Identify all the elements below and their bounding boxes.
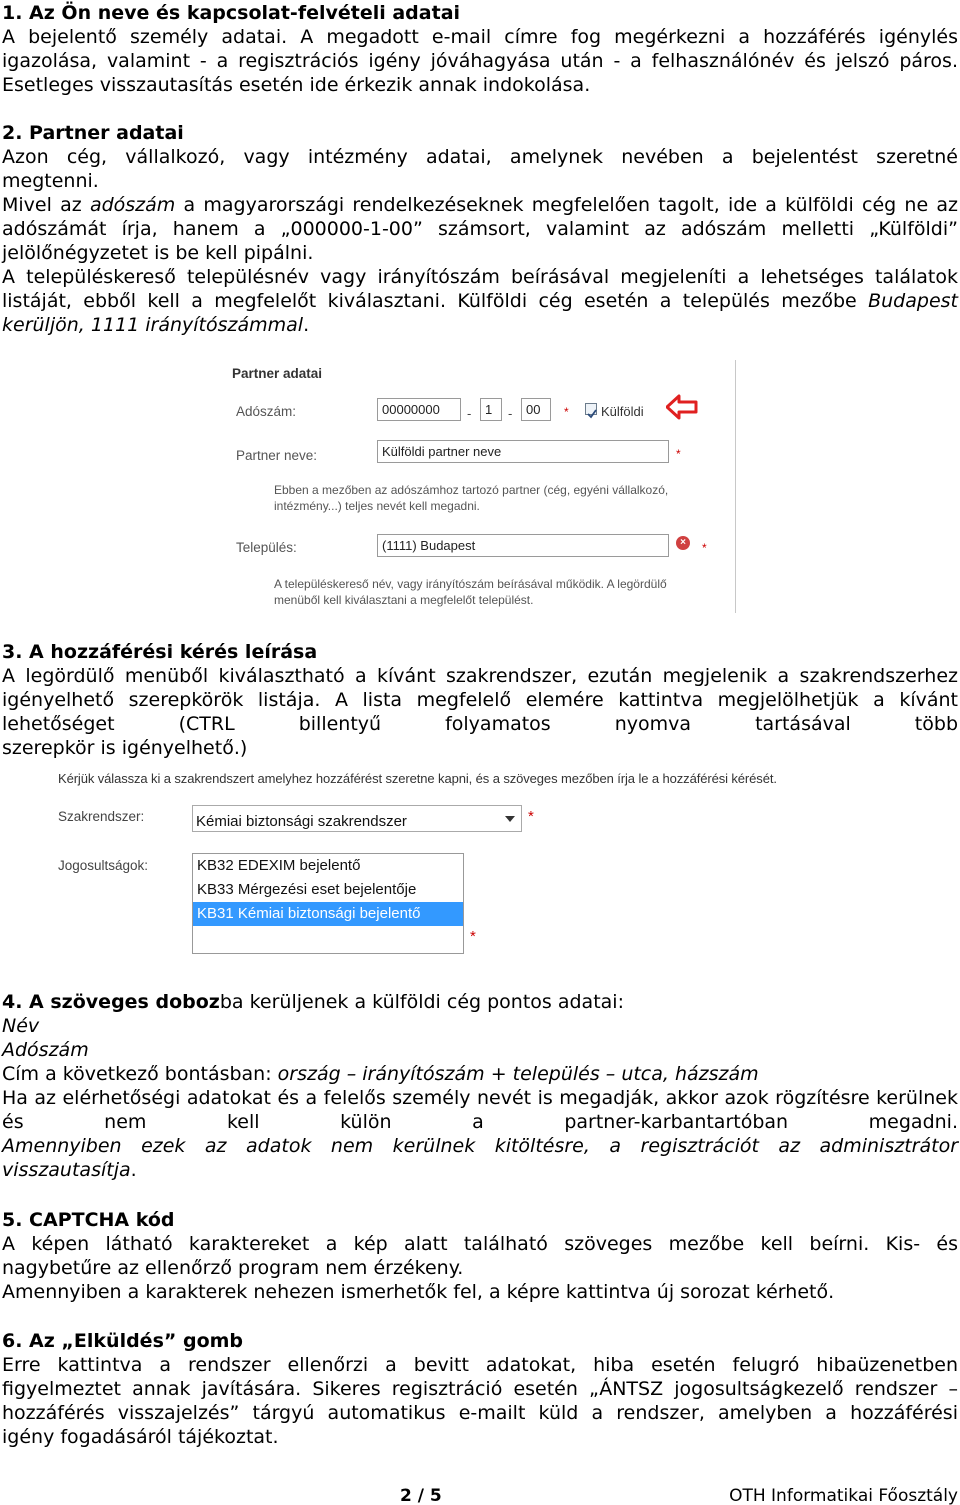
telepules-label: Település: xyxy=(236,540,297,555)
text-run: . xyxy=(303,314,310,336)
footer-divider xyxy=(2,1478,958,1479)
rejection-emphasis: Amennyiben ezek az adatok nem kerülnek kitöltésre, a regisztrációt az adminisztrátor visszautasítja xyxy=(2,1135,958,1181)
section-3-title: 3. A hozzáférési kérés leírása xyxy=(2,641,318,663)
dash: - xyxy=(467,406,472,421)
section-1-title: 1. Az Ön neve és kapcsolat-felvételi adatai xyxy=(2,2,461,24)
section-2-paragraph-1b: megtenni. xyxy=(2,170,99,192)
section-2-paragraph-3 xyxy=(2,265,958,337)
check-icon xyxy=(586,408,598,420)
title-rest: ba kerüljenek a külföldi cég pontos adatai: xyxy=(219,991,624,1013)
section-3 xyxy=(2,640,958,760)
telepules-input[interactable]: (1111) Budapest xyxy=(377,534,669,557)
section-1 xyxy=(2,1,958,97)
section-6-title: 6. Az „Elküldés” gomb xyxy=(2,1330,244,1352)
cim-line xyxy=(2,1062,958,1086)
telepules-hint-2: menüből kell kiválasztani a megfelelőt települést. xyxy=(274,593,534,607)
adoszam-emphasis: adószám xyxy=(89,194,176,216)
required-star: * xyxy=(470,928,476,945)
adoszam-input-1[interactable]: 00000000 xyxy=(377,398,461,421)
partner-form-screenshot xyxy=(230,360,738,613)
adoszam-label: Adószám: xyxy=(236,404,297,419)
clear-icon[interactable]: × xyxy=(676,536,690,550)
text-run: Mivel az xyxy=(2,194,90,216)
required-star: * xyxy=(702,541,707,555)
partner-form-title: Partner adatai xyxy=(232,366,323,381)
listbox-option-selected[interactable]: KB31 Kémiai biztonsági bejelentő xyxy=(193,902,463,926)
nev-line: Név xyxy=(2,1015,40,1037)
footer-org: OTH Informatikai Főosztály xyxy=(729,1486,958,1505)
required-star: * xyxy=(676,447,681,461)
section-4-paragraph-a: Ha az elérhetőségi adatokat és a felelős személy nevét is megadják, akkor azok rögzítésre kerülnek és nem kell külön a partner-karbantartóban megadni. xyxy=(2,1087,958,1133)
text-run: a magyarországi rendelkezéseknek megfelelően tagolt, ide a külföldi cég ne az adószámát írja, hanem a „000000-1-00” számsort, valamint az adószám melletti „Külföldi” jelölőnégyzetet is be kell pipálni. xyxy=(2,194,958,264)
section-2 xyxy=(2,121,958,337)
access-request-screenshot xyxy=(54,765,902,957)
listbox-option[interactable]: KB33 Mérgezési eset bejelentője xyxy=(197,881,417,898)
adoszam-input-2[interactable]: 1 xyxy=(480,398,502,421)
section-1-paragraph-1: A bejelentő személy adatai. A megadott e-mail címre fog megérkezni a hozzáférés igénylés igazolása, valamint - a regisztrációs igény jóváhagyása után - a felhasználónév és jelszó páros. xyxy=(2,26,958,72)
section-5-title: 5. CAPTCHA kód xyxy=(2,1209,175,1231)
szakrendszer-value: Kémiai biztonsági szakrendszer xyxy=(196,813,407,830)
required-star: * xyxy=(528,808,534,825)
jogosultsag-listbox[interactable] xyxy=(192,853,464,954)
partner-name-input[interactable]: Külföldi partner neve xyxy=(377,440,669,463)
section-6 xyxy=(2,1329,958,1449)
text-run: . xyxy=(130,1159,137,1181)
text-run: Cím a következő bontásban: xyxy=(2,1063,278,1085)
telepules-hint-1: A településkereső név, vagy irányítószám beírásával működik. A legördülő xyxy=(274,577,667,591)
section-6-paragraph: Erre kattintva a rendszer ellenőrzi a bevitt adatokat, hiba esetén felugró hibaüzenetben figyelmeztet annak javítására. Sikeres regisztráció esetén „ÁNTSZ jogosultságkezelő rendszer – hozzáférés visszajelzés” tárgyú automatikus e-mailt küld a rendszer, amelyben a hozzáférési xyxy=(2,1354,958,1424)
partner-name-hint-1: Ebben a mezőben az adószámhoz tartozó partner (cég, egyéni vállalkozó, xyxy=(274,483,669,497)
partner-name-label: Partner neve: xyxy=(236,448,318,463)
section-3-paragraph: A legördülő menüből kiválasztható a kívánt szakrendszer, ezután megjelenik a szakrendszerhez igényelhető szerepkörök listája. A lista megfelelő elemére kattintva megjelölhetjük a kívánt lehetőséget (CTRL billentyű folyamatos nyomva tartásával több xyxy=(2,665,958,735)
left-arrow-icon xyxy=(666,394,698,420)
section-5-paragraph-2: Amennyiben a karakterek nehezen ismerhetők fel, a képre kattintva új sorozat kérhető. xyxy=(2,1281,835,1303)
section-2-paragraph-1a: Azon cég, vállalkozó, vagy intézmény adatai, amelynek nevében a bejelentést szeretné xyxy=(2,146,958,168)
required-star: * xyxy=(564,405,569,419)
adoszam-input-3[interactable]: 00 xyxy=(521,398,551,421)
partner-name-hint-2: intézmény...) teljes nevét kell megadni. xyxy=(274,499,480,513)
szakrendszer-label: Szakrendszer: xyxy=(58,809,145,824)
adoszam-line: Adószám xyxy=(2,1039,89,1061)
chevron-down-icon xyxy=(505,816,515,822)
dash: - xyxy=(508,406,513,421)
text-run: A településkereső településnév vagy irányítószám beírásával megjeleníti a lehetséges találatok listáját, ebből kell a megfelelőt kiválasztani. Külföldi cég esetén a település mezőbe xyxy=(2,266,958,312)
kulfoldi-checkbox[interactable] xyxy=(585,403,597,415)
section-5 xyxy=(2,1208,958,1304)
section-4 xyxy=(2,990,958,1182)
cim-format: ország – irányítószám + település – utca, házszám xyxy=(277,1063,759,1085)
jogosultsag-label: Jogosultságok: xyxy=(58,858,149,873)
section-3-paragraph-last: szerepkör is igényelhető.) xyxy=(2,737,248,759)
section-5-paragraph-1-last: nagybetűre az ellenőrző program nem érzékeny. xyxy=(2,1257,464,1279)
listbox-option[interactable]: KB32 EDEXIM bejelentő xyxy=(197,857,361,874)
section-4-paragraph-b xyxy=(2,1134,958,1182)
section-4-title xyxy=(2,990,958,1014)
szakrendszer-select[interactable] xyxy=(192,805,522,832)
divider xyxy=(735,360,736,613)
budapest-emphasis: Budapest kerüljön, 1111 irányítószámmal xyxy=(2,290,958,336)
kulfoldi-label: Külföldi xyxy=(601,404,644,419)
section-2-paragraph-2 xyxy=(2,193,958,265)
section-6-paragraph-last: igény fogadásáról tájékoztat. xyxy=(2,1426,279,1448)
page-number: 2 / 5 xyxy=(400,1486,442,1505)
title-bold: 4. A szöveges doboz xyxy=(2,991,220,1013)
access-request-intro: Kérjük válassza ki a szakrendszert amelyhez hozzáférést szeretne kapni, és a szöveges mezőben írja le a hozzáférési kérését. xyxy=(58,771,777,786)
section-2-title: 2. Partner adatai xyxy=(2,122,184,144)
section-1-paragraph-2: Esetleges visszautasítás esetén ide érkezik annak indokolása. xyxy=(2,74,591,96)
section-5-paragraph-1: A képen látható karaktereket a kép alatt található szöveges mezőbe kell beírni. Kis- és xyxy=(2,1233,958,1255)
